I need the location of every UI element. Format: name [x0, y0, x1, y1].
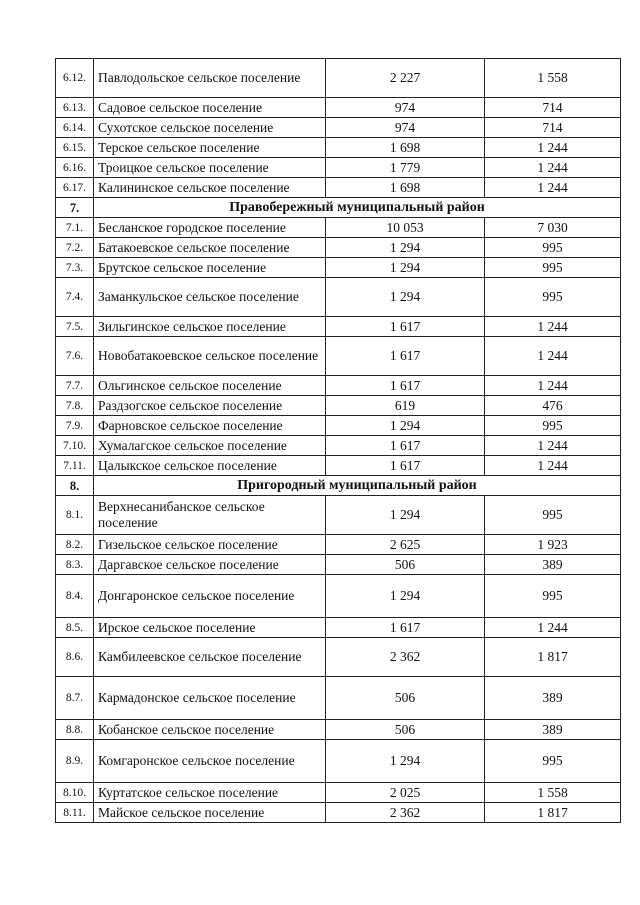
table-row: [56, 575, 621, 618]
row-number: 7.1.: [56, 218, 94, 238]
value-col-2: 389: [485, 720, 621, 740]
row-number: 7.10.: [56, 436, 94, 456]
settlement-name: Троицкое сельское поселение: [94, 158, 326, 178]
settlement-name: Новобатакоевское сельское поселение: [94, 337, 326, 376]
value-col-2: 1 923: [485, 535, 621, 555]
value-col-2: 995: [485, 238, 621, 258]
table-row: [56, 555, 621, 575]
value-col-2: 714: [485, 118, 621, 138]
table-row: [56, 98, 621, 118]
settlement-name: Хумалагское сельское поселение: [94, 436, 326, 456]
value-col-2: 389: [485, 555, 621, 575]
section-title: Правобережный муниципальный район: [94, 198, 621, 218]
value-col-2: 995: [485, 258, 621, 278]
table-row: [56, 456, 621, 476]
value-col-2: 1 817: [485, 803, 621, 823]
row-number: 8.2.: [56, 535, 94, 555]
settlement-name: Цалыкское сельское поселение: [94, 456, 326, 476]
value-col-2: 1 244: [485, 138, 621, 158]
value-col-2: 995: [485, 740, 621, 783]
value-col-1: 1 617: [326, 456, 485, 476]
row-number: 6.16.: [56, 158, 94, 178]
settlement-name: Калининское сельское поселение: [94, 178, 326, 198]
row-number: 8.9.: [56, 740, 94, 783]
table-row: [56, 396, 621, 416]
table-row: [56, 258, 621, 278]
value-col-1: 2 362: [326, 803, 485, 823]
settlement-name: Верхнесанибанское сельское поселение: [94, 496, 326, 535]
table-row: [56, 677, 621, 720]
settlement-name: Майское сельское поселение: [94, 803, 326, 823]
row-number: 7.9.: [56, 416, 94, 436]
value-col-2: 995: [485, 496, 621, 535]
value-col-2: 1 558: [485, 59, 621, 98]
settlement-name: Терское сельское поселение: [94, 138, 326, 158]
settlement-name: Зильгинское сельское поселение: [94, 317, 326, 337]
table-row: [56, 158, 621, 178]
settlement-name: Даргавское сельское поселение: [94, 555, 326, 575]
settlements-table: [55, 58, 621, 823]
row-number: 8.1.: [56, 496, 94, 535]
value-col-1: 1 294: [326, 258, 485, 278]
table-body: [56, 59, 621, 823]
value-col-1: 1 617: [326, 618, 485, 638]
settlement-name: Куртатское сельское поселение: [94, 783, 326, 803]
table-row: [56, 238, 621, 258]
settlement-name: Ирское сельское поселение: [94, 618, 326, 638]
settlement-name: Раздзогское сельское поселение: [94, 396, 326, 416]
value-col-1: 1 294: [326, 238, 485, 258]
table-row: [56, 118, 621, 138]
table-row: [56, 783, 621, 803]
value-col-1: 2 227: [326, 59, 485, 98]
value-col-2: 389: [485, 677, 621, 720]
settlement-name: Заманкульское сельское поселение: [94, 278, 326, 317]
row-number: 7.4.: [56, 278, 94, 317]
row-number: 6.14.: [56, 118, 94, 138]
value-col-1: 974: [326, 118, 485, 138]
section-header-row: [56, 476, 621, 496]
value-col-2: 714: [485, 98, 621, 118]
table-row: [56, 337, 621, 376]
row-number: 6.12.: [56, 59, 94, 98]
section-header-row: [56, 198, 621, 218]
value-col-1: 1 698: [326, 178, 485, 198]
value-col-2: 1 244: [485, 376, 621, 396]
table-row: [56, 317, 621, 337]
value-col-2: 1 244: [485, 337, 621, 376]
row-number: 7.2.: [56, 238, 94, 258]
table-row: [56, 740, 621, 783]
settlement-name: Ольгинское сельское поселение: [94, 376, 326, 396]
settlement-name: Садовое сельское поселение: [94, 98, 326, 118]
section-number: 7.: [56, 198, 94, 218]
value-col-2: 1 558: [485, 783, 621, 803]
row-number: 7.6.: [56, 337, 94, 376]
value-col-1: 1 698: [326, 138, 485, 158]
value-col-2: 476: [485, 396, 621, 416]
row-number: 8.11.: [56, 803, 94, 823]
row-number: 6.15.: [56, 138, 94, 158]
section-title: Пригородный муниципальный район: [94, 476, 621, 496]
table-row: [56, 638, 621, 677]
settlement-name: Комгаронское сельское поселение: [94, 740, 326, 783]
row-number: 6.13.: [56, 98, 94, 118]
table-row: [56, 618, 621, 638]
table-row: [56, 138, 621, 158]
value-col-1: 1 294: [326, 278, 485, 317]
value-col-1: 974: [326, 98, 485, 118]
value-col-1: 2 025: [326, 783, 485, 803]
table-row: [56, 720, 621, 740]
section-number: 8.: [56, 476, 94, 496]
settlement-name: Батакоевское сельское поселение: [94, 238, 326, 258]
table-row: [56, 278, 621, 317]
row-number: 8.10.: [56, 783, 94, 803]
table-row: [56, 496, 621, 535]
row-number: 7.8.: [56, 396, 94, 416]
value-col-1: 506: [326, 677, 485, 720]
value-col-1: 619: [326, 396, 485, 416]
table-row: [56, 436, 621, 456]
table-row: [56, 59, 621, 98]
settlement-name: Гизельское сельское поселение: [94, 535, 326, 555]
value-col-1: 1 617: [326, 337, 485, 376]
settlement-name: Бесланское городское поселение: [94, 218, 326, 238]
settlement-name: Кармадонское сельское поселение: [94, 677, 326, 720]
value-col-1: 1 294: [326, 496, 485, 535]
value-col-2: 1 817: [485, 638, 621, 677]
settlement-name: Брутское сельское поселение: [94, 258, 326, 278]
row-number: 7.3.: [56, 258, 94, 278]
settlement-name: Камбилеевское сельское поселение: [94, 638, 326, 677]
row-number: 8.6.: [56, 638, 94, 677]
row-number: 8.7.: [56, 677, 94, 720]
value-col-2: 1 244: [485, 158, 621, 178]
table-row: [56, 376, 621, 396]
value-col-1: 1 617: [326, 436, 485, 456]
value-col-2: 995: [485, 278, 621, 317]
value-col-2: 1 244: [485, 317, 621, 337]
value-col-2: 995: [485, 416, 621, 436]
value-col-2: 7 030: [485, 218, 621, 238]
value-col-1: 1 617: [326, 317, 485, 337]
value-col-1: 1 779: [326, 158, 485, 178]
row-number: 8.3.: [56, 555, 94, 575]
value-col-1: 2 362: [326, 638, 485, 677]
value-col-1: 1 294: [326, 416, 485, 436]
settlement-name: Донгаронское сельское поселение: [94, 575, 326, 618]
settlement-name: Павлодольское сельское поселение: [94, 59, 326, 98]
settlement-name: Фарновское сельское поселение: [94, 416, 326, 436]
table-row: [56, 803, 621, 823]
value-col-2: 995: [485, 575, 621, 618]
row-number: 8.4.: [56, 575, 94, 618]
table-row: [56, 416, 621, 436]
value-col-2: 1 244: [485, 436, 621, 456]
row-number: 7.7.: [56, 376, 94, 396]
row-number: 7.5.: [56, 317, 94, 337]
table-row: [56, 218, 621, 238]
value-col-1: 506: [326, 555, 485, 575]
value-col-1: 1 617: [326, 376, 485, 396]
table-row: [56, 535, 621, 555]
row-number: 8.8.: [56, 720, 94, 740]
value-col-2: 1 244: [485, 456, 621, 476]
table-row: [56, 178, 621, 198]
value-col-2: 1 244: [485, 178, 621, 198]
value-col-2: 1 244: [485, 618, 621, 638]
value-col-1: 2 625: [326, 535, 485, 555]
row-number: 8.5.: [56, 618, 94, 638]
value-col-1: 10 053: [326, 218, 485, 238]
settlement-name: Кобанское сельское поселение: [94, 720, 326, 740]
row-number: 6.17.: [56, 178, 94, 198]
settlement-name: Сухотское сельское поселение: [94, 118, 326, 138]
value-col-1: 1 294: [326, 740, 485, 783]
row-number: 7.11.: [56, 456, 94, 476]
value-col-1: 1 294: [326, 575, 485, 618]
value-col-1: 506: [326, 720, 485, 740]
